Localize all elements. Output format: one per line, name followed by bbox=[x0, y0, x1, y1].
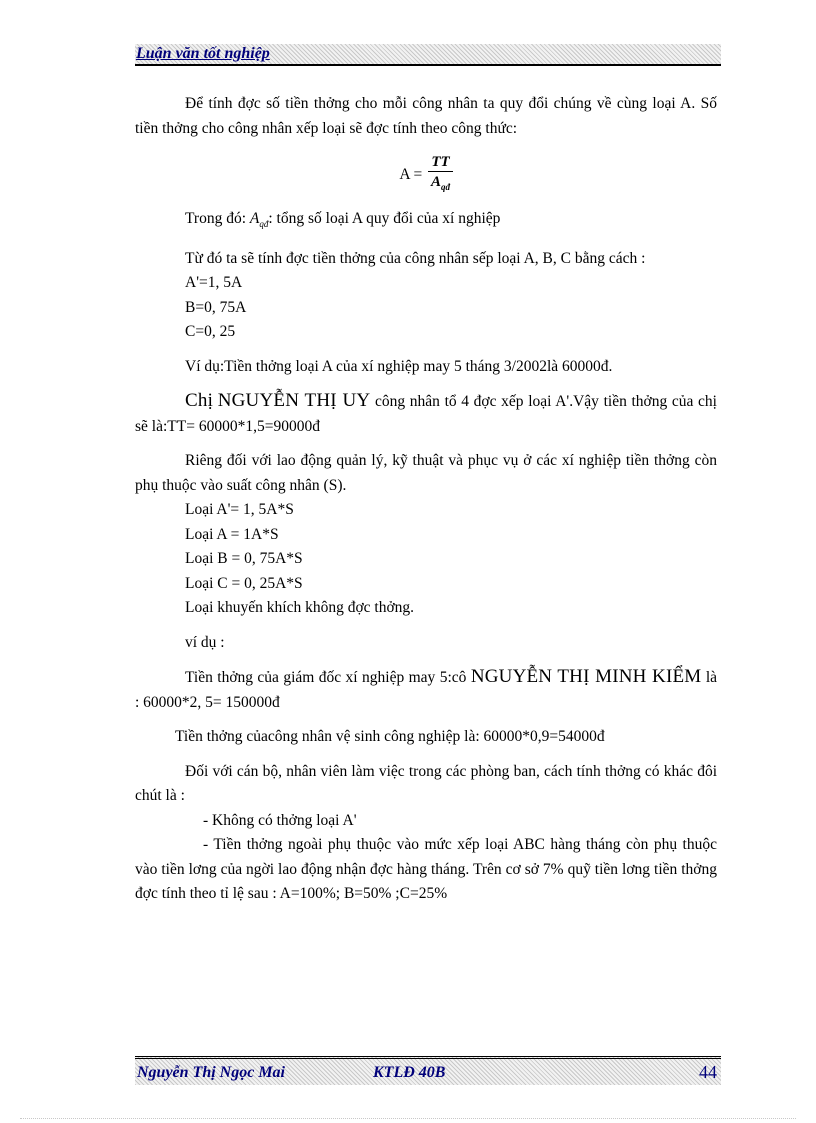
paragraph-director: Tiền thởng của giám đốc xí nghiệp may 5:cô NGUYỄN THỊ MINH KIỂM là : 60000*2, 5= 150000đ bbox=[135, 666, 718, 711]
bullet-item: - Không có thởng loại A' bbox=[203, 811, 357, 829]
paragraph-management: Riêng đối với lao động quản lý, kỹ thuật và phục vụ ở các xí nghiệp tiền thởng còn phụ thuộc vào suất công nhân (S). bbox=[135, 452, 717, 494]
page-footer bbox=[135, 1056, 721, 1085]
bullet-item: - Tiền thởng ngoài phụ thuộc vào mức xếp loại ABC hàng tháng còn phụ thuộc vào tiền lơng của ngời lao động nhận đợc hàng tháng. Trên cơ sở 7% quỹ tiền lơng tiền thởng đợc tính theo tỉ lệ sau : A=100%; B=50% ;C=25% bbox=[135, 836, 717, 903]
bottom-border bbox=[20, 1118, 796, 1119]
aqd-symbol: $A_{qđ}$ bbox=[249, 210, 269, 230]
category-item: Loại C = 0, 25A*S bbox=[185, 574, 303, 592]
footer-class: KTLĐ 40B bbox=[373, 1064, 446, 1081]
paragraph-staff: Đối với cán bộ, nhân viên làm việc trong các phòng ban, cách tính thởng có khác đôi chút là : bbox=[135, 762, 717, 805]
category-item: Loại A'= 1, 5A*S bbox=[185, 501, 294, 519]
formula-numerator: TT bbox=[428, 153, 452, 172]
category-item: Loại khuyến khích không đợc thởng. bbox=[185, 599, 415, 617]
formula bbox=[135, 145, 717, 205]
footer-author: Nguyễn Thị Ngọc Mai bbox=[137, 1064, 285, 1081]
formula-lhs: A = bbox=[399, 165, 423, 183]
coefficient-item: B=0, 75A bbox=[185, 298, 247, 316]
paragraph-example: Ví dụ:Tiền thởng loại A của xí nghiệp may 5 tháng 3/2002là 60000đ. bbox=[185, 357, 613, 375]
paragraph-intro: Để tính đợc số tiền thởng cho mỗi công nhân ta quy đổi chúng về cùng loại A. Số tiền thởng cho công nhân xếp loại sẽ đợc tính theo công thức: bbox=[135, 95, 717, 137]
director-name: NGUYỄN THỊ MINH KIỂM bbox=[470, 666, 702, 688]
coefficient-item: C=0, 25 bbox=[185, 323, 236, 341]
paragraph-example-worker: Chị NGUYỄN THỊ UY công nhân tổ 4 đợc xếp loại A'.Vậy tiền thởng của chị sẽ là:TT= 60000*1,5=90000đ bbox=[135, 390, 717, 435]
worker-name: NGUYỄN THỊ UY bbox=[217, 390, 371, 412]
page-number: 44 bbox=[699, 1062, 717, 1082]
coefficient-item: A'=1, 5A bbox=[185, 274, 243, 292]
paragraph-method: Từ đó ta sẽ tính đợc tiền thởng của công nhân sếp loại A, B, C bằng cách : bbox=[185, 249, 646, 267]
formula-denominator: $A_{qđ}$ bbox=[430, 174, 450, 192]
category-item: Loại B = 0, 75A*S bbox=[185, 550, 303, 568]
category-item: Loại A = 1A*S bbox=[185, 525, 279, 543]
paragraph-sanitation: Tiền thởng củacông nhân vệ sinh công nghiệp là: 60000*0,9=54000đ bbox=[175, 728, 605, 746]
header-title: Luận văn tốt nghiệp bbox=[136, 45, 270, 62]
formula-fraction bbox=[428, 153, 452, 197]
example-label: ví dụ : bbox=[185, 633, 225, 651]
page-header bbox=[135, 44, 721, 66]
page-body bbox=[135, 92, 717, 907]
paragraph-definition: Trong đó: $A_{qđ}$: tổng số loại A quy đổi của xí nghiệp bbox=[185, 210, 501, 230]
